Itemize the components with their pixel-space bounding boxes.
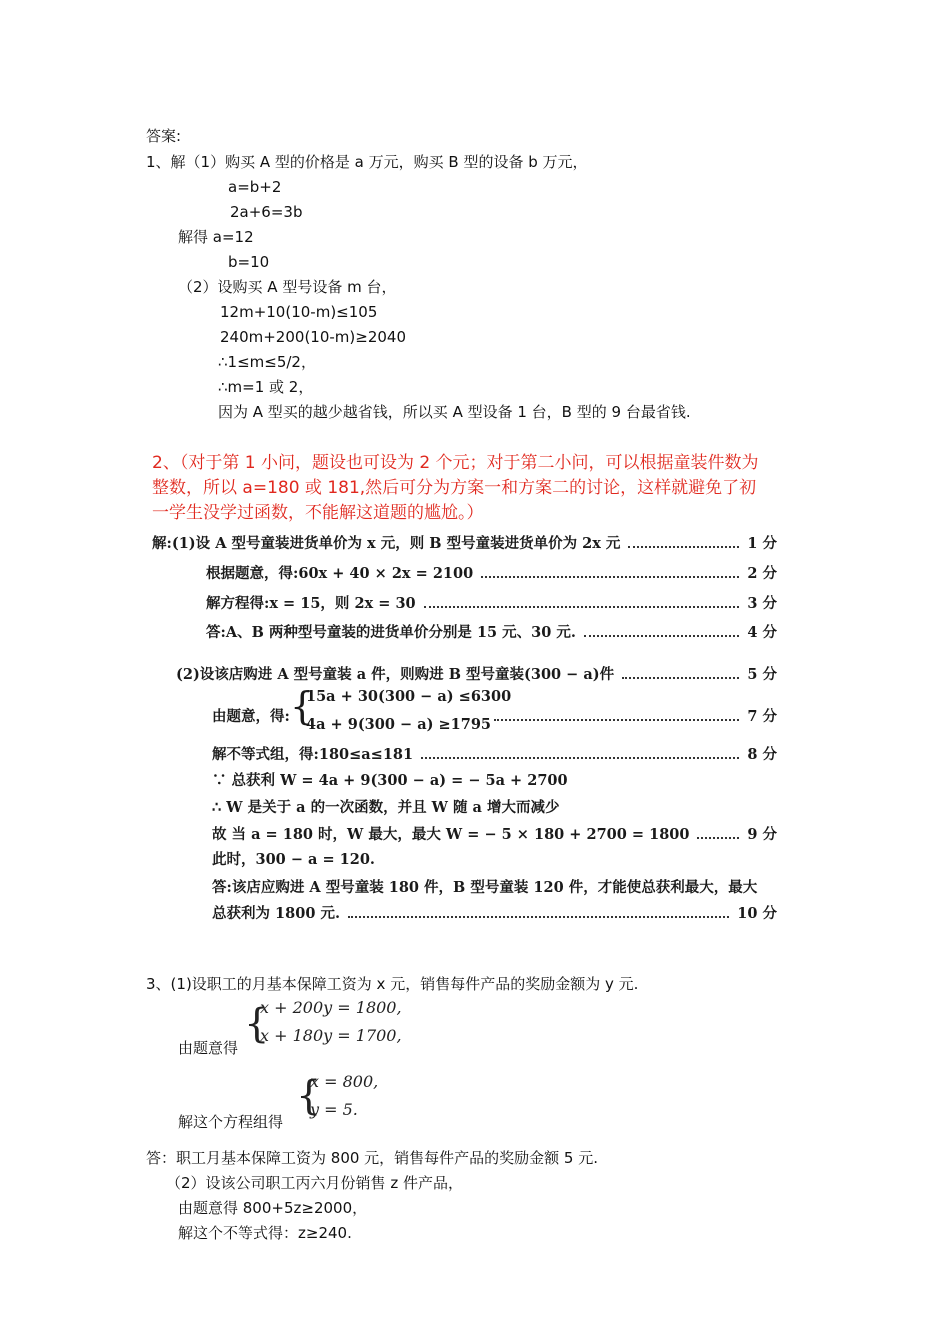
q2-system-brace: { [290, 684, 315, 728]
q2-note-line-3: 一学生没学过函数，不能解这道题的尴尬。） [152, 503, 484, 523]
q3-system-1-brace: { [244, 1001, 270, 1047]
q1-range: ∴1≤m≤5/2， [218, 353, 316, 371]
q2-step-13-text: 总获利为 1800 元. [212, 904, 341, 922]
q1-equation-1: a=b+2 [228, 178, 282, 196]
q2-step-1 [152, 530, 777, 554]
q3-line-1: 3、(1)设职工的月基本保障工资为 x 元，销售每件产品的奖励金额为 y 元. [146, 975, 639, 993]
q1-part-2: （2）设购买 A 型号设备 m 台， [178, 278, 397, 296]
q1-solution-b: b=10 [228, 253, 270, 271]
q2-note-line-1: 2、（对于第 1 小问，题设也可设为 2 个元；对于第二小问，可以根据童装件数为 [152, 453, 759, 473]
q2-step-5-text: (2)设该店购进 A 型号童装 a 件，则购进 B 型号童装(300 − a)件 [176, 665, 615, 683]
q3-line-4: 答：职工月基本保障工资为 800 元，销售每件产品的奖励金额 5 元. [146, 1149, 599, 1167]
q2-system-row-2: 4a + 9(300 − a) ≥1795 [306, 715, 492, 733]
q3-line-2: 由题意得 [178, 1039, 239, 1057]
q2-step-3 [206, 590, 777, 614]
q3-system-2 [296, 1068, 416, 1124]
q2-score-3: 3 分 [747, 594, 777, 612]
q3-system-1 [244, 996, 424, 1054]
q2-score-7: 8 分 [747, 745, 777, 763]
q1-conclusion: 因为 A 型买的越少越省钱，所以买 A 型设备 1 台，B 型的 9 台最省钱. [218, 403, 691, 421]
q2-step-5 [176, 661, 777, 685]
q2-step-11: 此时，300 − a = 120. [212, 850, 375, 868]
q2-step-6-label: 由题意，得: [212, 707, 290, 725]
q2-step-7-text: 解不等式组，得:180≤a≤181 [212, 745, 414, 763]
q2-scanned-solution [152, 522, 777, 924]
q2-step-8: ∵ 总获利 W = 4a + 9(300 − a) = − 5a + 2700 [212, 771, 568, 789]
q2-score-2: 2 分 [747, 564, 777, 582]
q2-step-13 [212, 900, 777, 924]
q2-step-10 [212, 821, 777, 845]
q1-values: ∴m=1 或 2， [218, 378, 314, 396]
q2-score-4: 4 分 [747, 623, 777, 641]
q3-system-2-brace: { [296, 1073, 322, 1119]
q1-inequality-1: 12m+10(10-m)≤105 [220, 303, 378, 321]
q2-score-10: 9 分 [747, 825, 777, 843]
q1-inequality-2: 240m+200(10-m)≥2040 [220, 328, 406, 346]
q2-system-row-1: 15a + 30(300 − a) ≤6300 [306, 687, 512, 705]
q2-note-line-2: 整数，所以 a=180 或 181,然后可分为方案一和方案二的讨论，这样就避免了初 [152, 478, 757, 498]
q2-step-4 [206, 619, 777, 643]
q1-solution-a: 解得 a=12 [178, 228, 254, 246]
q2-step-7 [212, 741, 777, 765]
q2-score-6: 7 分 [747, 707, 777, 725]
q3-line-6: 由题意得 800+5z≥2000， [178, 1199, 368, 1217]
q2-step-10-text: 故 当 a = 180 时，W 最大，最大 W = − 5 × 180 + 2700 = 1800 [212, 825, 690, 843]
q2-step-4-text: 答:A、B 两种型号童装的进货单价分别是 15 元、30 元. [206, 623, 576, 641]
q3-line-3: 解这个方程组得 [178, 1113, 284, 1131]
q2-step-2-text: 根据题意，得:60x + 40 × 2x = 2100 [206, 564, 474, 582]
q2-step-12: 答:该店应购进 A 型号童装 180 件，B 型号童装 120 件，才能使总获利最大，最大 [212, 878, 758, 896]
q3-line-5: （2）设该公司职工丙六月份销售 z 件产品， [166, 1174, 463, 1192]
answer-header: 答案: [146, 127, 182, 145]
q2-score-5: 5 分 [747, 665, 777, 683]
q2-score-13: 10 分 [737, 904, 777, 922]
q3-line-7: 解这个不等式得：z≥240. [178, 1224, 352, 1242]
q2-step-1-text: 解:(1)设 A 型号童装进货单价为 x 元，则 B 型号童装进货单价为 2x 元 [152, 534, 621, 552]
q1-line-1: 1、解（1）购买 A 型的价格是 a 万元，购买 B 型的设备 b 万元， [146, 153, 588, 171]
q2-step-2 [206, 560, 777, 584]
q1-equation-2: 2a+6=3b [230, 203, 303, 221]
q2-score-1: 1 分 [747, 534, 777, 552]
q3-system-1-row-1: x + 200y = 1800, [260, 998, 402, 1017]
q2-step-3-text: 解方程得:x = 15，则 2x = 30 [206, 594, 416, 612]
q3-system-2-row-2: y = 5. [310, 1100, 358, 1119]
q3-system-2-row-1: x = 800, [310, 1072, 379, 1091]
q2-step-9: ∴ W 是关于 a 的一次函数，并且 W 随 a 增大而减少 [212, 798, 560, 816]
q3-system-1-row-2: x + 180y = 1700, [260, 1026, 402, 1045]
